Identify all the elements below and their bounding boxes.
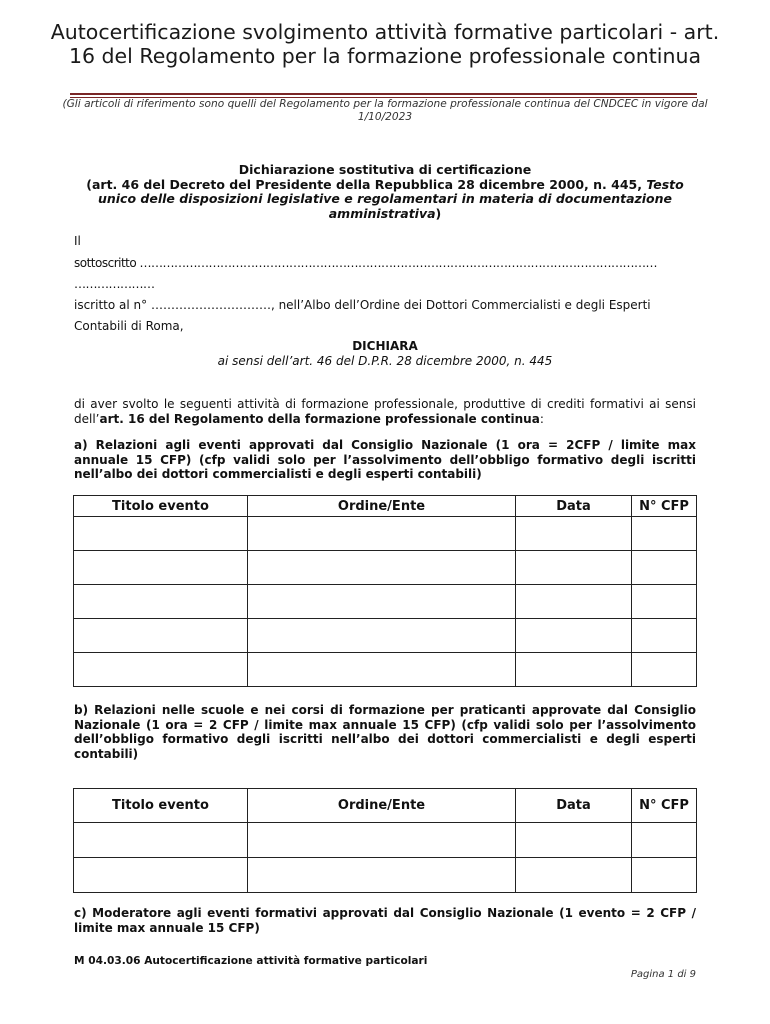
col-header-cfp: N° CFP [632,789,697,823]
cell-cfp[interactable] [632,585,697,619]
table-row [74,585,697,619]
cell-ordine[interactable] [248,551,516,585]
table-row [74,517,697,551]
cell-ordine[interactable] [248,823,516,858]
dichiara-title: DICHIARA [352,339,418,353]
cell-data[interactable] [516,517,632,551]
footer-page-number: Pagina 1 di 9 [630,969,696,980]
footer-document-code: M 04.03.06 Autocertificazione attività formative particolari [74,955,428,967]
section-c-heading: c) Moderatore agli eventi formativi approvati dal Consiglio Nazionale (1 evento = 2 CFP / limite max annuale 15 CFP) [74,906,696,935]
col-header-cfp: N° CFP [632,496,697,517]
cell-data[interactable] [516,653,632,687]
intro-paragraph: di aver svolto le seguenti attività di formazione professionale, produttive di crediti formativi ai sensi dell’art. 16 del Regolamento della formazione professionale continua: [74,397,696,426]
table-row [74,551,697,585]
cell-ordine[interactable] [248,858,516,893]
cell-data[interactable] [516,585,632,619]
cell-cfp[interactable] [632,653,697,687]
cell-titolo[interactable] [74,517,248,551]
albo-text: Contabili di Roma, [74,319,184,333]
cell-ordine[interactable] [248,619,516,653]
section-a-heading: a) Relazioni agli eventi approvati dal Consiglio Nazionale (1 ora = 2CFP / limite max annuale 15 CFP) (cfp validi solo per l’assolvimento dell’obbligo formativo degli iscritti nell’albo dei dottori commercialisti e degli esperti contabili) [74,438,696,481]
cell-data[interactable] [516,858,632,893]
header-divider [70,93,697,95]
col-header-titolo: Titolo evento [74,496,248,517]
cell-titolo[interactable] [74,551,248,585]
col-header-data: Data [516,496,632,517]
declaration-title: Dichiarazione sostitutiva di certificazione [238,162,532,177]
cell-cfp[interactable] [632,858,697,893]
sottoscritto-field-continued[interactable]: ………………… [74,277,155,291]
cell-data[interactable] [516,619,632,653]
cell-cfp[interactable] [632,551,697,585]
cell-titolo[interactable] [74,619,248,653]
dichiara-subtitle: ai sensi dell’art. 46 del D.P.R. 28 dicembre 2000, n. 445 [217,354,553,368]
col-header-ordine: Ordine/Ente [248,789,516,823]
il-label: Il [74,234,81,248]
cell-data[interactable] [516,551,632,585]
cell-ordine[interactable] [248,653,516,687]
col-header-ordine: Ordine/Ente [248,496,516,517]
table-row [74,858,697,893]
col-header-data: Data [516,789,632,823]
cell-titolo[interactable] [74,585,248,619]
cell-ordine[interactable] [248,517,516,551]
sottoscritto-field[interactable]: sottoscritto ……………………………………………………………………………………………………………………… [74,256,658,270]
declaration-heading [74,163,696,221]
cell-titolo[interactable] [74,653,248,687]
page-title: Autocertificazione svolgimento attività formative particolari - art. 16 del Regolamento per la formazione professionale continua [50,20,720,68]
cell-cfp[interactable] [632,619,697,653]
cell-data[interactable] [516,823,632,858]
cell-ordine[interactable] [248,585,516,619]
cell-titolo[interactable] [74,823,248,858]
cell-cfp[interactable] [632,517,697,551]
table-section-a [73,495,697,687]
table-row [74,653,697,687]
table-section-b [73,788,697,893]
table-row [74,823,697,858]
col-header-titolo: Titolo evento [74,789,248,823]
reference-note: (Gli articoli di riferimento sono quelli del Regolamento per la formazione professionale continua del CNDCEC in vigore dal 1/10/2023 [62,98,708,123]
cell-titolo[interactable] [74,858,248,893]
section-b-heading: b) Relazioni nelle scuole e nei corsi di formazione per praticanti approvate dal Consiglio Nazionale (1 ora = 2 CFP / limite max annuale 15 CFP) (cfp validi solo per l’assolvimento dell’obbligo formativo degli iscritti nell’albo dei dottori commercialisti e degli esperti contabili) [74,703,696,761]
declaration-reference: (art. 46 del Decreto del Presidente della Repubblica 28 dicembre 2000, n. 445, Testo unico delle disposizioni legislative e regolamentari in materia di documentazione amministrativa) [86,176,684,221]
table-row [74,619,697,653]
iscritto-field[interactable]: iscritto al n° …………………………, nell’Albo dell’Ordine dei Dottori Commercialisti e degli Esperti [74,298,651,312]
cell-cfp[interactable] [632,823,697,858]
